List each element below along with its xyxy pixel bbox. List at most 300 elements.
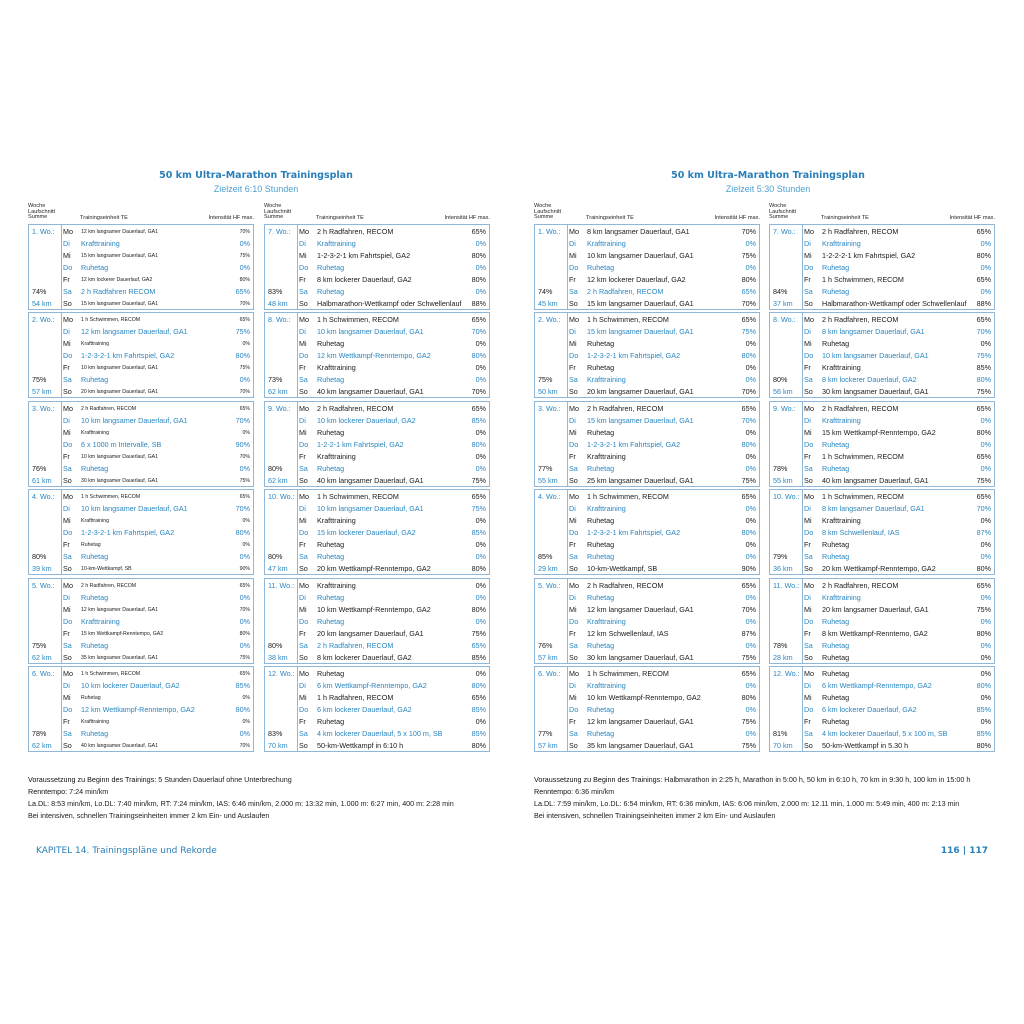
day-label: Do (804, 528, 814, 537)
training-unit: 1-2-3-2-1 km Fahrtspiel, GA2 (587, 528, 681, 537)
plan-row (770, 427, 994, 439)
training-unit: 40 km langsamer Dauerlauf, GA1 (317, 387, 424, 396)
plan-row (29, 716, 253, 728)
day-label: Mo (804, 492, 814, 501)
day-label: So (804, 476, 813, 485)
training-unit: 2 h Radfahren, RECOM (81, 583, 137, 589)
training-unit: 2 h Radfahren, RECOM (822, 315, 899, 324)
plan-row (770, 580, 994, 592)
plan-row (535, 680, 759, 692)
intensity-value: 0% (745, 729, 756, 738)
intensity-value: 0% (239, 464, 250, 473)
day-label: Do (63, 528, 73, 537)
day-label: So (804, 741, 813, 750)
header-week: Woche Laufschnitt Summe (264, 203, 292, 221)
week-block (264, 489, 490, 575)
intensity-value: 0% (475, 552, 486, 561)
day-label: So (804, 387, 813, 396)
training-unit: Krafttraining (317, 363, 356, 372)
training-unit: 1-2-2-2-1 km Fahrtspiel, GA2 (822, 251, 916, 260)
intensity-value: 70% (235, 416, 250, 425)
training-unit: Ruhetag (587, 729, 615, 738)
training-unit: 1-2-3-2-1 km Fahrtspiel, GA2 (81, 351, 175, 360)
day-label: Mo (804, 227, 814, 236)
plan-row (29, 415, 253, 427)
week-label: 8. Wo.: (268, 315, 291, 324)
day-label: Fr (569, 717, 576, 726)
training-unit: Ruhetag (587, 516, 615, 525)
intensity-value: 75% (741, 653, 756, 662)
day-label: Do (804, 705, 814, 714)
week-total-km: 38 km (268, 653, 288, 662)
training-unit: 12 km lockerer Dauerlauf, GA2 (81, 277, 153, 283)
week-pace-percent: 79% (773, 552, 788, 561)
day-label: Di (63, 327, 70, 336)
note-line (28, 786, 454, 798)
day-label: Sa (569, 464, 578, 473)
training-unit: 30 km langsamer Dauerlauf, GA1 (587, 653, 694, 662)
day-label: Di (569, 327, 576, 336)
week-label: 12. Wo.: (773, 669, 800, 678)
week-pace-percent: 78% (32, 729, 47, 738)
intensity-value: 0% (242, 695, 250, 701)
intensity-value: 90% (239, 566, 250, 572)
plan-row (535, 527, 759, 539)
intensity-value: 75% (741, 327, 756, 336)
intensity-value: 80% (235, 351, 250, 360)
day-label: Di (299, 593, 306, 602)
day-label: Mi (63, 693, 71, 702)
intensity-value: 70% (741, 605, 756, 614)
plan-row (770, 298, 994, 310)
plan-row (770, 451, 994, 463)
day-label: Sa (299, 729, 308, 738)
day-label: So (804, 653, 813, 662)
intensity-value: 0% (242, 341, 250, 347)
week-total-km: 55 km (538, 476, 558, 485)
week-block (264, 666, 490, 752)
plan-row (265, 539, 489, 551)
day-label: Fr (63, 275, 70, 284)
week-total-km: 36 km (773, 564, 793, 573)
training-unit: 8 km Wettkampf-Renntemo, GA2 (822, 629, 928, 638)
training-unit: Ruhetag (822, 540, 850, 549)
intensity-value: 0% (475, 239, 486, 248)
plan-row (29, 314, 253, 326)
intensity-value: 65% (239, 494, 250, 500)
intensity-value: 75% (741, 476, 756, 485)
week-total-km: 70 km (773, 741, 793, 750)
plan-row (29, 427, 253, 439)
day-label: Mo (804, 315, 814, 324)
training-unit: 1-2-3-2-1 km Fahrtspiel, GA2 (587, 440, 681, 449)
training-unit: 10-km-Wettkampf, SB (587, 564, 658, 573)
plan-row (770, 640, 994, 652)
week-block (264, 578, 490, 664)
plan-row (770, 350, 994, 362)
training-unit: 8 km Schwellenlauf, IAS (822, 528, 900, 537)
plan-row (265, 680, 489, 692)
header-week: Woche Laufschnitt Summe (534, 203, 562, 221)
intensity-value: 0% (980, 693, 991, 702)
training-unit: Halbmarathon-Wettkampf oder Schwellenlauf (317, 299, 462, 308)
header-intensity: Intensität HF max. (949, 215, 995, 221)
week-label: 9. Wo.: (773, 404, 796, 413)
plan-row (265, 463, 489, 475)
training-unit: Krafttraining (822, 593, 861, 602)
intensity-value: 0% (980, 593, 991, 602)
training-unit: Krafttraining (587, 681, 626, 690)
plan-row (535, 314, 759, 326)
plan-row (265, 338, 489, 350)
day-label: Fr (63, 540, 70, 549)
plan-row (770, 374, 994, 386)
week-pace-percent: 84% (773, 287, 788, 296)
training-unit: Ruhetag (822, 287, 850, 296)
plan-row (29, 503, 253, 515)
day-label: Mo (299, 227, 309, 236)
intensity-value: 65% (471, 641, 486, 650)
day-label: Fr (299, 629, 306, 638)
day-label: Sa (804, 375, 813, 384)
training-unit: 2 h Radfahren, RECOM (822, 404, 899, 413)
plan-row (265, 362, 489, 374)
intensity-value: 0% (745, 339, 756, 348)
training-unit: Ruhetag (81, 375, 109, 384)
week-label: 4. Wo.: (538, 492, 561, 501)
training-unit: Krafttraining (81, 518, 109, 524)
plan-row (535, 628, 759, 640)
training-unit: 1 h Schwimmen, RECOM (822, 275, 904, 284)
plan-row (29, 551, 253, 563)
plan-title: 50 km Ultra-Marathon Trainingsplan (159, 170, 353, 181)
plan-row (535, 374, 759, 386)
training-unit: 10 km lockerer Dauerlauf, GA2 (81, 681, 180, 690)
day-label: Fr (299, 452, 306, 461)
plan-row (770, 338, 994, 350)
day-label: Di (804, 681, 811, 690)
training-unit: Ruhetag (587, 428, 615, 437)
week-block (28, 224, 254, 310)
note-label: La.DL: (28, 799, 50, 808)
day-label: Mi (299, 428, 307, 437)
training-unit: Ruhetag (81, 552, 109, 561)
day-label: Mi (299, 605, 307, 614)
intensity-value: 0% (745, 452, 756, 461)
intensity-value: 65% (471, 315, 486, 324)
plan-row (770, 238, 994, 250)
day-label: Sa (804, 729, 813, 738)
training-unit: Ruhetag (822, 440, 850, 449)
day-label: So (63, 387, 72, 396)
day-label: So (569, 653, 578, 662)
day-label: Di (63, 681, 70, 690)
plan-row (770, 439, 994, 451)
plan-row (265, 374, 489, 386)
week-pace-percent: 73% (268, 375, 283, 384)
day-label: So (299, 387, 308, 396)
training-unit: 2 h Radfahren, RECOM (822, 227, 899, 236)
plan-row (535, 491, 759, 503)
week-total-km: 54 km (32, 299, 52, 308)
week-block (28, 578, 254, 664)
week-total-km: 39 km (32, 564, 52, 573)
training-unit: Ruhetag (317, 552, 345, 561)
plan-row (29, 286, 253, 298)
week-label: 11. Wo.: (268, 581, 295, 590)
day-label: Mo (569, 581, 579, 590)
intensity-value: 70% (741, 416, 756, 425)
plan-row (770, 652, 994, 664)
day-label: Do (804, 263, 814, 272)
plan-row (29, 250, 253, 262)
plan-row (770, 616, 994, 628)
plan-row (265, 262, 489, 274)
intensity-value: 0% (242, 719, 250, 725)
plan-row (535, 274, 759, 286)
training-unit: 12 km langsamer Dauerlauf, GA1 (587, 605, 694, 614)
training-unit: Krafttraining (81, 719, 109, 725)
plan-row (535, 238, 759, 250)
intensity-value: 70% (239, 454, 250, 460)
plan-row (265, 628, 489, 640)
intensity-value: 70% (741, 387, 756, 396)
week-block (769, 312, 995, 398)
plan-row (265, 640, 489, 652)
day-label: Mi (63, 428, 71, 437)
intensity-value: 75% (471, 504, 486, 513)
plan-row (29, 491, 253, 503)
intensity-value: 90% (235, 440, 250, 449)
plan-title: 50 km Ultra-Marathon Trainingsplan (671, 170, 865, 181)
plan-row (535, 262, 759, 274)
week-total-km: 62 km (268, 387, 288, 396)
plan-row (29, 640, 253, 652)
plan-row (535, 740, 759, 752)
day-label: Di (569, 239, 576, 248)
plan-row (265, 716, 489, 728)
note-line (534, 786, 970, 798)
plan-row (29, 628, 253, 640)
header-intensity: Intensität HF max. (714, 215, 760, 221)
week-block (534, 578, 760, 664)
plan-row (535, 362, 759, 374)
day-label: Sa (63, 552, 72, 561)
day-label: Di (299, 416, 306, 425)
day-label: So (569, 387, 578, 396)
intensity-value: 0% (475, 339, 486, 348)
plan-row (535, 551, 759, 563)
plan-row (535, 298, 759, 310)
plan-row (535, 463, 759, 475)
plan-row (265, 250, 489, 262)
week-pace-percent: 75% (538, 375, 553, 384)
week-label: 10. Wo.: (268, 492, 295, 501)
week-pace-percent: 80% (268, 552, 283, 561)
day-label: Sa (804, 287, 813, 296)
intensity-value: 80% (471, 275, 486, 284)
week-block (534, 489, 760, 575)
note-line (28, 810, 454, 822)
plan-row (29, 262, 253, 274)
intensity-value: 0% (980, 540, 991, 549)
plan-row (265, 592, 489, 604)
day-label: Sa (569, 641, 578, 650)
plan-row (265, 515, 489, 527)
day-label: Do (804, 351, 814, 360)
week-pace-percent: 80% (773, 375, 788, 384)
plan-row (29, 238, 253, 250)
intensity-value: 65% (741, 669, 756, 678)
day-label: Do (299, 440, 309, 449)
week-pace-percent: 81% (773, 729, 788, 738)
day-label: Fr (804, 452, 811, 461)
plan-row (265, 728, 489, 740)
intensity-value: 80% (471, 681, 486, 690)
table-header (28, 204, 254, 224)
day-label: Mi (804, 516, 812, 525)
day-label: Mo (63, 581, 73, 590)
day-label: So (63, 299, 72, 308)
intensity-value: 0% (745, 504, 756, 513)
day-label: Mi (804, 339, 812, 348)
day-label: Mo (63, 669, 73, 678)
training-unit: 1 h Schwimmen, RECOM (317, 315, 399, 324)
day-label: Di (569, 593, 576, 602)
plan-row (535, 475, 759, 487)
header-intensity: Intensität HF max. (208, 215, 254, 221)
plan-row (770, 226, 994, 238)
week-pace-percent: 77% (538, 729, 553, 738)
day-label: Di (63, 593, 70, 602)
intensity-value: 0% (980, 239, 991, 248)
intensity-value: 85% (235, 681, 250, 690)
training-unit: 15 km langsamer Dauerlauf, GA1 (81, 301, 158, 307)
plan-row (265, 286, 489, 298)
plan-row (265, 427, 489, 439)
day-label: Mi (569, 339, 577, 348)
plan-row (535, 226, 759, 238)
plan-row (770, 728, 994, 740)
training-unit: 8 km lockerer Dauerlauf, GA2 (317, 653, 412, 662)
week-block (769, 224, 995, 310)
week-label: 1. Wo.: (538, 227, 561, 236)
intensity-value: 87% (976, 528, 991, 537)
training-unit: 20 km langsamer Dauerlauf, GA1 (317, 629, 424, 638)
week-pace-percent: 78% (773, 464, 788, 473)
day-label: Mo (569, 669, 579, 678)
training-unit: Ruhetag (822, 464, 850, 473)
day-label: Do (569, 705, 579, 714)
plan-row (265, 350, 489, 362)
intensity-value: 75% (976, 351, 991, 360)
day-label: Fr (299, 717, 306, 726)
week-total-km: 47 km (268, 564, 288, 573)
training-unit: 12 km Schwellenlauf, IAS (587, 629, 669, 638)
training-unit: 1 h Radfahren, RECOM (317, 693, 394, 702)
day-label: Mo (63, 404, 73, 413)
intensity-value: 0% (980, 464, 991, 473)
plan-row (535, 539, 759, 551)
plan-row (29, 563, 253, 575)
plan-row (29, 580, 253, 592)
intensity-value: 0% (475, 669, 486, 678)
intensity-value: 0% (239, 263, 250, 272)
training-unit: 10 km langsamer Dauerlauf, GA1 (81, 365, 158, 371)
training-unit: 15 km langsamer Dauerlauf, GA1 (587, 327, 694, 336)
day-label: Do (299, 528, 309, 537)
week-label: 12. Wo.: (268, 669, 295, 678)
training-unit: 6 km Wettkampf-Renntempo, GA2 (822, 681, 932, 690)
training-unit: 1 h Schwimmen, RECOM (587, 315, 669, 324)
intensity-value: 80% (235, 528, 250, 537)
intensity-value: 80% (471, 351, 486, 360)
plan-row (535, 427, 759, 439)
week-total-km: 45 km (538, 299, 558, 308)
intensity-value: 65% (471, 404, 486, 413)
week-label: 9. Wo.: (268, 404, 291, 413)
training-unit: 12 km langsamer Dauerlauf, GA1 (81, 607, 158, 613)
intensity-value: 0% (980, 717, 991, 726)
plan-row (29, 515, 253, 527)
plan-row (535, 326, 759, 338)
plan-row (29, 274, 253, 286)
intensity-value: 65% (741, 287, 756, 296)
day-label: Mo (804, 404, 814, 413)
intensity-value: 80% (741, 528, 756, 537)
training-unit: 40 km langsamer Dauerlauf, GA1 (822, 476, 929, 485)
intensity-value: 70% (235, 504, 250, 513)
week-pace-percent: 83% (268, 287, 283, 296)
intensity-value: 70% (239, 743, 250, 749)
day-label: Do (569, 528, 579, 537)
training-unit: 2 h Radfahren, RECOM (317, 404, 394, 413)
plan-row (770, 680, 994, 692)
training-unit: Ruhetag (317, 263, 345, 272)
week-pace-percent: 77% (538, 464, 553, 473)
day-label: Mo (804, 581, 814, 590)
intensity-value: 0% (475, 363, 486, 372)
training-unit: Ruhetag (317, 464, 345, 473)
note-line (28, 774, 454, 786)
training-unit: Ruhetag (317, 339, 345, 348)
day-label: Do (299, 351, 309, 360)
training-unit: 15 km langsamer Dauerlauf, GA1 (587, 416, 694, 425)
week-block (264, 401, 490, 487)
training-unit: 1-2-3-2-1 km Fahrtspiel, GA2 (587, 351, 681, 360)
day-label: So (569, 741, 578, 750)
plan-row (29, 740, 253, 752)
training-unit: 1-2-2-1 km Fahrtspiel, GA2 (317, 440, 404, 449)
week-total-km: 62 km (32, 653, 52, 662)
intensity-value: 75% (239, 478, 250, 484)
day-label: Sa (569, 287, 578, 296)
intensity-value: 0% (980, 653, 991, 662)
plan-row (29, 668, 253, 680)
header-training-unit: Trainingseinheit TE (316, 215, 364, 221)
intensity-value: 0% (745, 641, 756, 650)
day-label: Mi (63, 251, 71, 260)
intensity-value: 80% (976, 564, 991, 573)
week-total-km: 57 km (538, 741, 558, 750)
day-label: Fr (804, 363, 811, 372)
plan-row (265, 326, 489, 338)
intensity-value: 90% (741, 564, 756, 573)
day-label: Fr (804, 717, 811, 726)
training-unit: 1 h Schwimmen, RECOM (822, 452, 904, 461)
plan-row (770, 740, 994, 752)
intensity-value: 0% (745, 516, 756, 525)
